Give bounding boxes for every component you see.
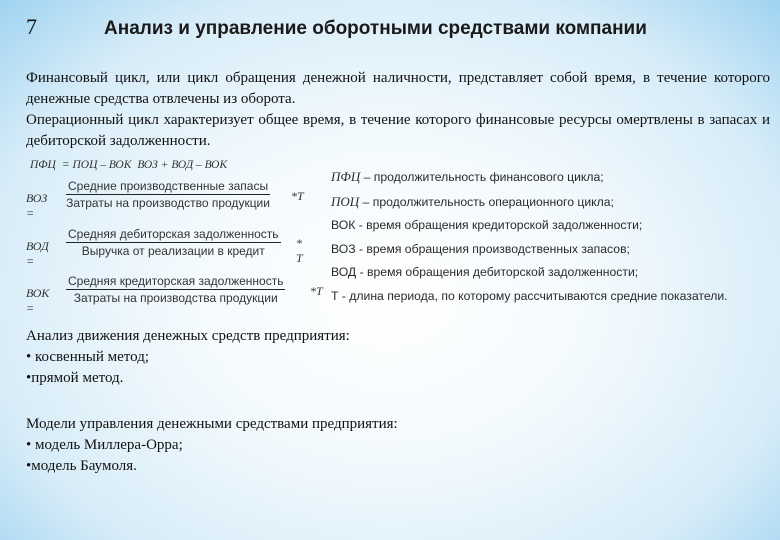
legend-text: – продолжительность операционного цикла; (359, 194, 614, 209)
legend-abbr: ВОД (331, 265, 357, 279)
formula-vok-fraction (66, 274, 285, 305)
legend-text: - время обращения кредиторской задолженности; (355, 218, 643, 232)
formula-voz-fraction (66, 179, 270, 210)
formula-voz-mult: *T (291, 189, 304, 203)
formula-vok-mult: *T (310, 284, 323, 298)
legend-abbr: ПФЦ (331, 169, 361, 184)
formula-cycle-lhs: ПФЦ (30, 159, 56, 171)
formula-vok-lhs: ВОК = (26, 286, 50, 315)
legend-abbr: Т (331, 288, 339, 303)
legend-abbr: ПОЦ (331, 193, 360, 209)
formula-vod-mult: * T (296, 236, 303, 265)
formula-vod-denominator: Выручка от реализации в кредит (81, 244, 265, 258)
formula-vod-lhs: ВОД = (26, 239, 49, 268)
list-item: •прямой метод. (26, 370, 124, 386)
cash-models-section (26, 414, 770, 477)
legend-list (331, 165, 777, 308)
intro-paragraph-financial-cycle: Финансовый цикл, или цикл обращения денежной наличности, представляет собой время, в течение которого денежные средства отвлечены из оборота. (26, 70, 770, 107)
formula-vok-denominator: Затраты на производства продукции (73, 291, 278, 305)
legend-item-vod (331, 261, 777, 285)
list-item: • модель Миллера-Орра; (26, 437, 183, 453)
formula-voz-lhs: ВОЗ = (26, 191, 48, 220)
legend-item-pfc (331, 165, 777, 190)
formula-vok-numerator: Средняя кредиторская задолженность (68, 274, 284, 288)
formula-financial-cycle (30, 159, 233, 171)
legend-item-poc (331, 190, 777, 215)
intro-text (26, 68, 770, 152)
formula-cycle-eq2: ВОЗ + ВОД – ВОК (137, 159, 228, 171)
legend-item-t (331, 285, 777, 309)
formula-voz-numerator: Средние производственные запасы (68, 179, 269, 193)
list-item: •модель Баумоля. (26, 458, 137, 474)
legend-abbr: ВОЗ (331, 241, 356, 256)
formula-cycle-eq1: = ПОЦ – ВОК (61, 159, 132, 171)
legend-text: - длина периода, по которому рассчитываются средние показатели. (338, 288, 728, 303)
list-item: • косвенный метод; (26, 349, 149, 365)
legend-item-vok (331, 214, 777, 238)
legend-item-voz (331, 238, 777, 262)
formula-voz-denominator: Затраты на производство продукции (66, 196, 270, 210)
legend-abbr: ВОК (331, 218, 356, 232)
formula-vod-numerator: Средняя дебиторская задолженность (68, 227, 279, 241)
formula-vod-fraction (66, 227, 281, 258)
slide-title: Анализ и управление оборотными средствами компании (104, 18, 647, 39)
cash-analysis-section (26, 326, 770, 389)
legend-text: - время обращения дебиторской задолженности; (356, 265, 639, 279)
cash-models-heading: Модели управления денежными средствами предприятия: (26, 416, 398, 432)
cash-analysis-heading: Анализ движения денежных средств предприятия: (26, 328, 350, 344)
slide-number: 7 (26, 14, 37, 39)
intro-paragraph-operating-cycle: Операционный цикл характеризует общее время, в течение которого финансовые ресурсы омертвлены в запасах и дебиторской задолженности. (26, 112, 770, 149)
legend-text: – продолжительность финансового цикла; (360, 170, 604, 184)
legend-text: - время обращения производственных запасов; (355, 241, 630, 256)
